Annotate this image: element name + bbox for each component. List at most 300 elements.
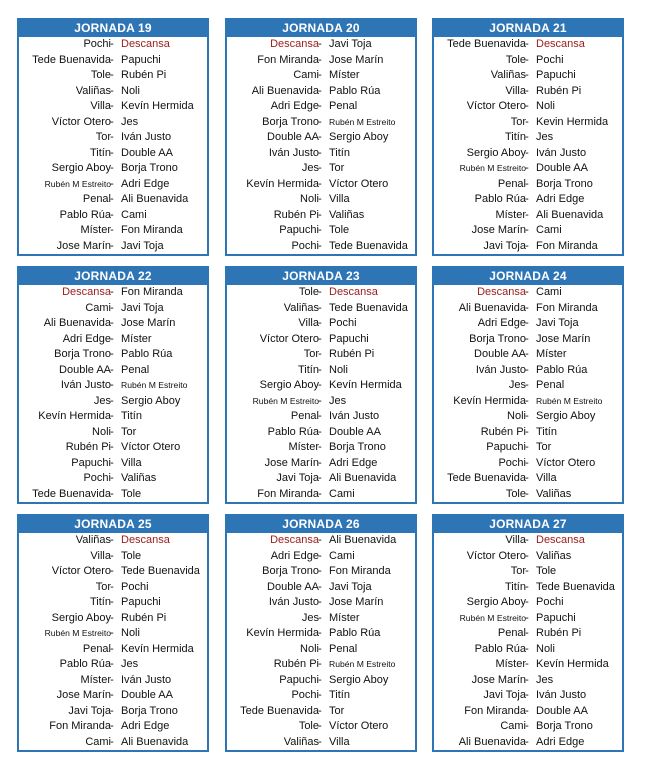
match-row (434, 332, 622, 348)
home-team: Papuchi (279, 673, 319, 686)
match-row (434, 611, 622, 627)
home-team: Pablo Rúa (474, 193, 526, 205)
away-team: Double AA (536, 704, 588, 717)
home-team: Cami (500, 720, 526, 732)
match-row (19, 53, 207, 69)
match-row (19, 657, 207, 673)
away-team: Penal (329, 100, 358, 112)
away-team: Sergio Aboy (329, 673, 389, 686)
home-team: Tor (510, 115, 526, 128)
away-team: Javi Toja (536, 317, 579, 329)
home-team: Tole (90, 69, 111, 81)
match-separator: - (525, 425, 529, 438)
match-row (19, 347, 207, 363)
match-row (19, 456, 207, 472)
home-team: Adri Edge (270, 549, 319, 562)
match-separator: - (318, 611, 322, 624)
home-team: Borja Trono (469, 332, 526, 345)
match-separator: - (318, 224, 322, 236)
away-team: Pochi (121, 580, 149, 593)
match-row (434, 487, 622, 503)
match-row (19, 735, 207, 751)
away-team: Javi Toja (329, 580, 372, 593)
away-team: Tole (536, 565, 557, 577)
match-row (19, 394, 207, 410)
home-team: Borja Trono (262, 115, 319, 128)
match-separator: - (318, 410, 322, 422)
match-separator: - (110, 239, 114, 252)
match-row (227, 657, 415, 673)
match-row (227, 316, 415, 332)
home-team: Tole (298, 720, 319, 732)
match-separator: - (525, 456, 529, 469)
match-separator: - (110, 208, 114, 221)
match-row (19, 99, 207, 115)
match-row (227, 146, 415, 162)
match-row (434, 347, 622, 363)
match-row (434, 704, 622, 720)
home-team: Rubén Pi (65, 441, 111, 453)
home-team: Jose Marín (56, 239, 111, 252)
match-row (434, 223, 622, 239)
match-separator: - (110, 627, 114, 639)
home-team: Tole (505, 53, 526, 66)
home-team: Pablo Rúa (474, 642, 526, 655)
home-team: Míster (495, 208, 526, 221)
match-separator: - (110, 224, 114, 236)
match-row (19, 285, 207, 301)
away-team: Double AA (329, 425, 381, 438)
home-team: Borja Trono (262, 565, 319, 577)
match-separator: - (525, 131, 529, 143)
match-row (227, 378, 415, 394)
match-row (434, 657, 622, 673)
home-team: Iván Justo (60, 379, 111, 391)
home-team: Cami (293, 69, 319, 81)
away-team: Rubén M Estreito (121, 380, 188, 390)
match-separator: - (318, 38, 322, 50)
away-team: Penal (536, 379, 565, 391)
home-team: Titín (90, 146, 111, 159)
match-row (19, 642, 207, 658)
away-team: Noli (121, 84, 140, 97)
match-separator: - (110, 441, 114, 453)
home-team: Titín (505, 131, 526, 143)
match-row (434, 177, 622, 193)
match-row (19, 688, 207, 704)
away-team: Tede Buenavida (121, 565, 200, 577)
match-row (227, 626, 415, 642)
away-team: Pochi (329, 317, 357, 329)
match-separator: - (110, 363, 114, 376)
match-row (434, 425, 622, 441)
match-separator: - (525, 286, 529, 298)
home-team: Penal (82, 193, 111, 205)
match-separator: - (110, 704, 114, 717)
away-team: Fon Miranda (121, 286, 183, 298)
away-team: Javi Toja (329, 38, 372, 50)
home-team: Descansa (62, 286, 111, 298)
match-row (227, 409, 415, 425)
home-team: Ali Buenavida (458, 301, 526, 314)
home-team: Víctor Otero (466, 100, 526, 112)
home-team: Double AA (267, 580, 319, 593)
jornada-title: JORNADA 25 (19, 516, 207, 533)
home-team: Papuchi (279, 224, 319, 236)
away-team: Villa (329, 735, 350, 748)
home-team: Rubén M Estreito (459, 163, 526, 173)
away-team: Cami (121, 208, 147, 221)
match-row (19, 719, 207, 735)
match-separator: - (318, 720, 322, 732)
match-row (19, 301, 207, 317)
home-team: Míster (80, 224, 111, 236)
away-team: Ali Buenavida (329, 534, 397, 546)
match-separator: - (318, 301, 322, 314)
away-team: Iván Justo (121, 673, 172, 686)
home-team: Descansa (477, 286, 526, 298)
home-team: Rubén Pi (480, 425, 526, 438)
away-team: Rubén Pi (329, 348, 375, 360)
match-row (434, 130, 622, 146)
match-row (19, 471, 207, 487)
away-team: Borja Trono (121, 162, 178, 174)
away-team: Villa (536, 472, 557, 484)
match-row (19, 580, 207, 596)
home-team: Pochi (83, 38, 111, 50)
home-team: Jose Marín (264, 456, 319, 469)
away-team: Rubén M Estreito (329, 116, 396, 127)
away-team: Adri Edge (536, 193, 585, 205)
match-separator: - (110, 177, 114, 190)
away-team: Papuchi (329, 332, 369, 345)
match-separator: - (318, 735, 322, 748)
match-row (227, 208, 415, 224)
match-row (227, 347, 415, 363)
home-team: Jes (301, 162, 319, 174)
match-separator: - (318, 363, 322, 376)
match-row (19, 533, 207, 549)
home-team: Papuchi (71, 456, 111, 469)
home-team: Villa (505, 84, 526, 97)
match-separator: - (525, 735, 529, 748)
match-separator: - (318, 689, 322, 701)
away-team: Cami (329, 487, 355, 500)
away-team: Adri Edge (329, 456, 378, 469)
home-team: Fon Miranda (49, 720, 111, 732)
away-team: Tede Buenavida (536, 580, 615, 593)
match-separator: - (318, 596, 322, 608)
away-team: Kevin Hermida (536, 115, 609, 128)
home-team: Kevín Hermida (453, 394, 526, 407)
home-team: Valiñas (75, 84, 111, 97)
match-separator: - (318, 317, 322, 329)
match-row (227, 719, 415, 735)
match-separator: - (318, 549, 322, 562)
home-team: Sergio Aboy (466, 596, 526, 608)
match-separator: - (525, 394, 529, 407)
match-row (434, 642, 622, 658)
home-team: Borja Trono (54, 348, 111, 360)
match-row (227, 564, 415, 580)
match-separator: - (525, 379, 529, 391)
home-team: Villa (298, 317, 319, 329)
home-team: Pablo Rúa (59, 658, 111, 670)
match-row (19, 440, 207, 456)
away-team: Noli (536, 100, 555, 112)
home-team: Cami (85, 735, 111, 748)
match-separator: - (318, 441, 322, 453)
match-separator: - (110, 456, 114, 469)
away-team: Víctor Otero (329, 720, 389, 732)
match-separator: - (525, 596, 529, 608)
match-row (19, 363, 207, 379)
away-team: Fon Miranda (121, 224, 183, 236)
away-team: Pochi (536, 596, 564, 608)
match-row (434, 719, 622, 735)
home-team: Míster (80, 673, 111, 686)
match-separator: - (318, 286, 322, 298)
match-separator: - (110, 193, 114, 205)
match-row (227, 239, 415, 255)
match-separator: - (525, 410, 529, 422)
match-separator: - (110, 642, 114, 655)
home-team: Jes (301, 611, 319, 624)
match-separator: - (318, 456, 322, 469)
match-separator: - (525, 162, 529, 174)
match-row (434, 564, 622, 580)
match-row (227, 580, 415, 596)
home-team: Javi Toja (68, 704, 111, 717)
match-separator: - (318, 208, 322, 221)
away-team: Adri Edge (121, 177, 170, 190)
match-separator: - (525, 69, 529, 81)
match-separator: - (525, 642, 529, 655)
away-team: Tor (536, 441, 552, 453)
match-separator: - (525, 348, 529, 360)
match-separator: - (318, 394, 322, 407)
home-team: Kevín Hermida (246, 177, 319, 190)
away-team: Sergio Aboy (536, 410, 596, 422)
away-team: Valiñas (121, 472, 157, 484)
match-row (19, 115, 207, 131)
home-team: Fon Miranda (257, 487, 319, 500)
match-row (227, 642, 415, 658)
away-team: Tede Buenavida (329, 239, 408, 252)
home-team: Noli (92, 425, 111, 438)
match-row (19, 673, 207, 689)
match-separator: - (318, 177, 322, 190)
match-row (434, 440, 622, 456)
jornada-title: JORNADA 22 (19, 268, 207, 285)
away-team: Papuchi (536, 611, 576, 624)
home-team: Villa (505, 534, 526, 546)
away-team: Kevín Hermida (329, 379, 402, 391)
match-separator: - (318, 379, 322, 391)
home-team: Tole (505, 487, 526, 500)
match-row (19, 37, 207, 53)
match-separator: - (110, 38, 114, 50)
match-separator: - (318, 627, 322, 639)
home-team: Míster (495, 658, 526, 670)
away-team: Rubén Pi (121, 69, 167, 81)
away-team: Descansa (121, 534, 170, 546)
away-team: Villa (329, 193, 350, 205)
match-separator: - (318, 193, 322, 205)
match-separator: - (110, 689, 114, 701)
away-team: Cami (536, 224, 562, 236)
away-team: Pablo Rúa (121, 348, 173, 360)
match-separator: - (525, 224, 529, 236)
jornada-title: JORNADA 27 (434, 516, 622, 533)
away-team: Jose Marín (329, 53, 384, 66)
match-separator: - (110, 735, 114, 748)
away-team: Tole (329, 224, 350, 236)
match-row (434, 301, 622, 317)
match-separator: - (525, 53, 529, 66)
home-team: Penal (497, 177, 526, 190)
home-team: Iván Justo (268, 146, 319, 159)
match-separator: - (525, 441, 529, 453)
away-team: Double AA (121, 689, 173, 701)
away-team: Sergio Aboy (329, 131, 389, 143)
match-separator: - (110, 596, 114, 608)
match-separator: - (318, 534, 322, 546)
home-team: Pochi (83, 472, 111, 484)
match-separator: - (318, 162, 322, 174)
match-separator: - (110, 348, 114, 360)
home-team: Víctor Otero (466, 549, 526, 562)
home-team: Valiñas (283, 301, 319, 314)
match-separator: - (110, 658, 114, 670)
home-team: Rubén Pi (273, 208, 319, 221)
away-team: Ali Buenavida (329, 472, 397, 484)
match-row (19, 378, 207, 394)
match-separator: - (110, 720, 114, 732)
home-team: Titín (505, 580, 526, 593)
match-separator: - (525, 487, 529, 500)
match-row (227, 37, 415, 53)
home-team: Javi Toja (483, 239, 526, 252)
match-separator: - (110, 565, 114, 577)
away-team: Noli (121, 627, 140, 639)
away-team: Rubén M Estreito (536, 395, 603, 406)
jornada-title: JORNADA 20 (227, 20, 415, 37)
match-row (19, 161, 207, 177)
away-team: Jose Marín (121, 317, 176, 329)
match-separator: - (110, 472, 114, 484)
away-team: Rubén Pi (121, 611, 167, 624)
match-separator: - (525, 84, 529, 97)
match-separator: - (525, 332, 529, 345)
away-team: Descansa (536, 38, 585, 50)
home-team: Valiñas (490, 69, 526, 81)
home-team: Pablo Rúa (59, 208, 111, 221)
match-separator: - (110, 100, 114, 112)
away-team: Titín (329, 689, 350, 701)
match-separator: - (525, 704, 529, 717)
away-team: Titín (536, 425, 557, 438)
match-separator: - (525, 658, 529, 670)
match-separator: - (525, 193, 529, 205)
match-separator: - (110, 84, 114, 97)
match-separator: - (525, 611, 529, 624)
away-team: Descansa (121, 38, 170, 50)
away-team: Cami (329, 549, 355, 562)
jornada-card (225, 18, 417, 256)
away-team: Míster (329, 69, 360, 81)
match-row (19, 68, 207, 84)
match-row (227, 487, 415, 503)
match-row (434, 580, 622, 596)
home-team: Ali Buenavida (458, 735, 526, 748)
match-separator: - (110, 53, 114, 66)
home-team: Rubén M Estreito (252, 395, 319, 406)
match-row (227, 688, 415, 704)
match-separator: - (525, 363, 529, 376)
jornada-card (225, 266, 417, 504)
jornada-title: JORNADA 23 (227, 268, 415, 285)
match-separator: - (110, 425, 114, 438)
home-team: Villa (90, 549, 111, 562)
match-row (434, 409, 622, 425)
match-separator: - (318, 565, 322, 577)
match-row (227, 192, 415, 208)
home-team: Míster (288, 441, 319, 453)
match-row (227, 456, 415, 472)
jornada-card (225, 514, 417, 752)
home-team: Sergio Aboy (259, 379, 319, 391)
match-row (227, 440, 415, 456)
match-row (434, 115, 622, 131)
away-team: Javi Toja (121, 301, 164, 314)
away-team: Tor (121, 425, 137, 438)
match-separator: - (318, 472, 322, 484)
match-separator: - (525, 673, 529, 686)
jornada-title: JORNADA 21 (434, 20, 622, 37)
match-row (19, 239, 207, 255)
match-row (19, 409, 207, 425)
home-team: Jes (93, 394, 111, 407)
home-team: Cami (85, 301, 111, 314)
match-row (227, 99, 415, 115)
jornada-card (432, 514, 624, 752)
match-separator: - (525, 177, 529, 190)
home-team: Tede Buenavida (240, 704, 319, 717)
match-row (434, 68, 622, 84)
jornada-card (17, 514, 209, 752)
away-team: Jose Marín (536, 332, 591, 345)
home-team: Rubén M Estreito (44, 178, 111, 189)
match-row (434, 239, 622, 255)
jornada-title: JORNADA 24 (434, 268, 622, 285)
away-team: Noli (329, 363, 348, 376)
match-separator: - (110, 69, 114, 81)
home-team: Double AA (267, 131, 319, 143)
match-row (19, 223, 207, 239)
match-row (434, 533, 622, 549)
match-separator: - (318, 425, 322, 438)
match-row (227, 53, 415, 69)
away-team: Adri Edge (121, 720, 170, 732)
match-row (227, 549, 415, 565)
match-row (227, 115, 415, 131)
away-team: Noli (536, 642, 555, 655)
match-row (434, 673, 622, 689)
match-row (434, 735, 622, 751)
away-team: Fon Miranda (536, 301, 598, 314)
away-team: Tole (121, 549, 142, 562)
